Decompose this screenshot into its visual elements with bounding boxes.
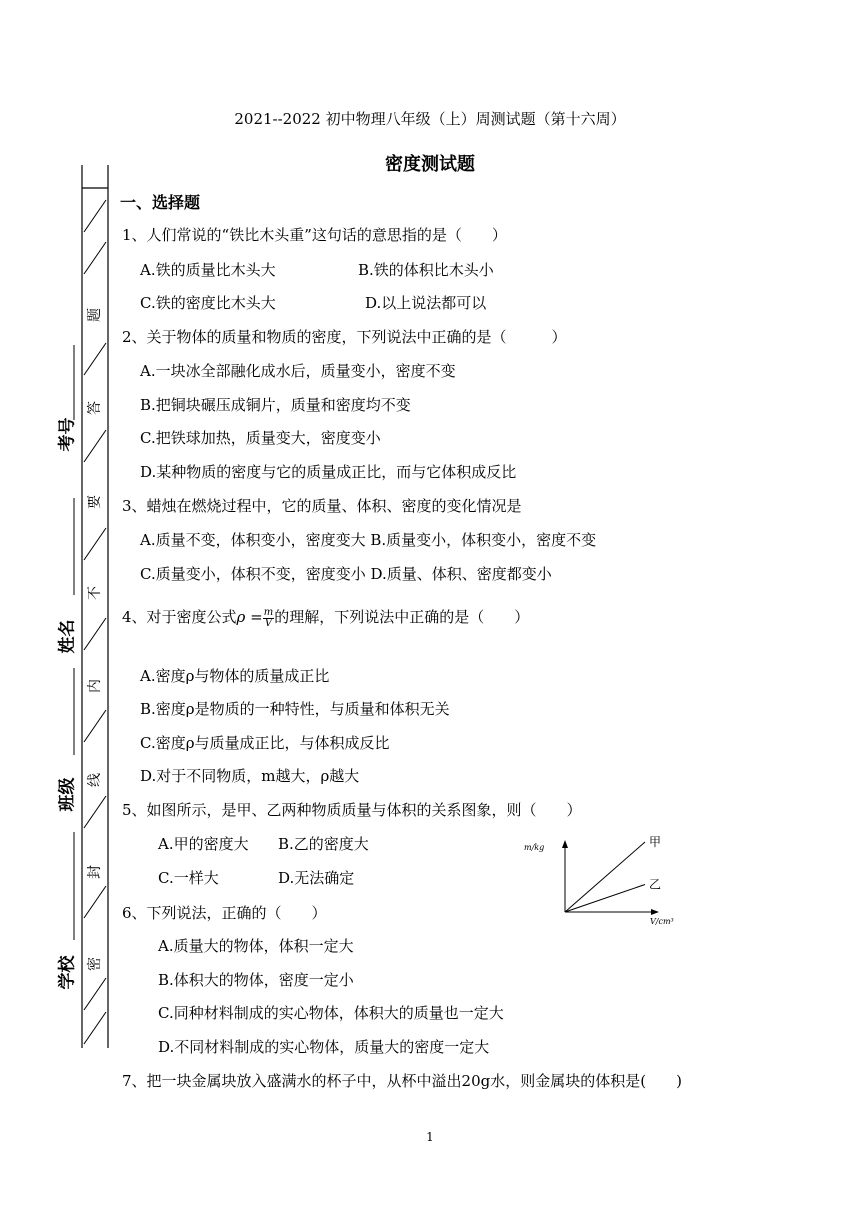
- x-axis-label: V/cm³: [650, 917, 674, 926]
- seal-char: 答: [87, 401, 103, 415]
- option: A.质量大的物体，体积一定大: [158, 937, 354, 955]
- seal-char: 不: [87, 586, 103, 600]
- option: B.铁的体积比木头小: [358, 261, 494, 279]
- binding-strip: [0, 0, 120, 1216]
- option: A.甲的密度大: [158, 835, 249, 853]
- exam-header: 2021--2022 初中物理八年级（上）周测试题（第十六周）: [234, 110, 626, 128]
- option: C.同种材料制成的实心物体，体积大的质量也一定大: [158, 1004, 504, 1022]
- formula-numerator: m: [263, 606, 274, 618]
- page-number: 1: [426, 1130, 434, 1144]
- option: D.对于不同物质，m越大，ρ越大: [140, 767, 360, 785]
- stem-post: 的理解，下列说法中正确的是（ ）: [274, 608, 530, 626]
- question-stem: 5、如图所示，是甲、乙两种物质质量与体积的关系图象，则（ ）: [122, 801, 582, 819]
- exam-number-label: 考号: [57, 417, 78, 452]
- option: C.铁的密度比木头大: [140, 294, 276, 312]
- y-axis-label: m/kg: [524, 843, 545, 852]
- school-label: 学校: [57, 955, 78, 990]
- question-stem: [122, 606, 529, 629]
- option: D.以上说法都可以: [365, 294, 487, 312]
- option: C.质量变小，体积不变，密度变小 D.质量、体积、密度都变小: [140, 565, 552, 583]
- seal-char: 封: [87, 865, 103, 879]
- series-line-jia: [565, 842, 645, 912]
- question-stem: 6、下列说法，正确的（ ）: [122, 904, 327, 922]
- formula-lhs: ρ =: [236, 608, 263, 626]
- option: C.密度ρ与质量成正比，与体积成反比: [140, 734, 390, 752]
- question-stem: 3、蜡烛在燃烧过程中，它的质量、体积、密度的变化情况是: [122, 497, 522, 515]
- x-axis-arrow: [651, 909, 659, 915]
- option: D.无法确定: [278, 869, 355, 887]
- question-stem: 2、关于物体的质量和物质的密度，下列说法中正确的是（ ）: [122, 328, 567, 346]
- option: B.密度ρ是物质的一种特性，与质量和体积无关: [140, 700, 450, 718]
- option: D.某种物质的密度与它的质量成正比，而与它体积成反比: [140, 463, 517, 481]
- class-label: 班级: [57, 777, 78, 812]
- option: A.铁的质量比木头大: [140, 261, 276, 279]
- option: A.质量不变，体积变小，密度变大 B.质量变小，体积变小，密度不变: [140, 531, 597, 549]
- series-label-jia: 甲: [649, 835, 662, 849]
- stem-pre: 4、对于密度公式: [122, 608, 237, 626]
- option: A.一块冰全部融化成水后，质量变小，密度不变: [140, 362, 456, 380]
- option: C.把铁球加热，质量变大，密度变小: [140, 429, 381, 447]
- option: B.体积大的物体，密度一定小: [158, 971, 354, 989]
- option: A.密度ρ与物体的质量成正比: [140, 667, 330, 685]
- option: C.一样大: [158, 869, 219, 887]
- mass-volume-chart: [520, 830, 720, 930]
- seal-char: 密: [87, 957, 103, 971]
- seal-char: 要: [87, 495, 103, 509]
- page-title: 密度测试题: [385, 154, 475, 175]
- option: B.乙的密度大: [278, 835, 369, 853]
- question-stem: 7、把一块金属块放入盛满水的杯子中，从杯中溢出20g水，则金属块的体积是( ): [122, 1072, 682, 1090]
- seal-char: 题: [87, 308, 103, 322]
- option: B.把铜块碾压成铜片，质量和密度均不变: [140, 396, 411, 414]
- formula-denominator: V: [264, 617, 273, 629]
- series-label-yi: 乙: [649, 877, 662, 892]
- seal-char: 线: [87, 773, 103, 787]
- name-label: 姓名: [57, 619, 78, 654]
- y-axis-arrow: [562, 840, 568, 848]
- question-stem: 1、人们常说的“铁比木头重”这句话的意思指的是（ ）: [122, 226, 507, 244]
- option: D.不同材料制成的实心物体，质量大的密度一定大: [158, 1038, 490, 1056]
- seal-char: 内: [87, 679, 103, 693]
- formula-fraction: [263, 608, 274, 629]
- section-heading: 一、选择题: [120, 193, 201, 212]
- series-line-yi: [565, 885, 645, 913]
